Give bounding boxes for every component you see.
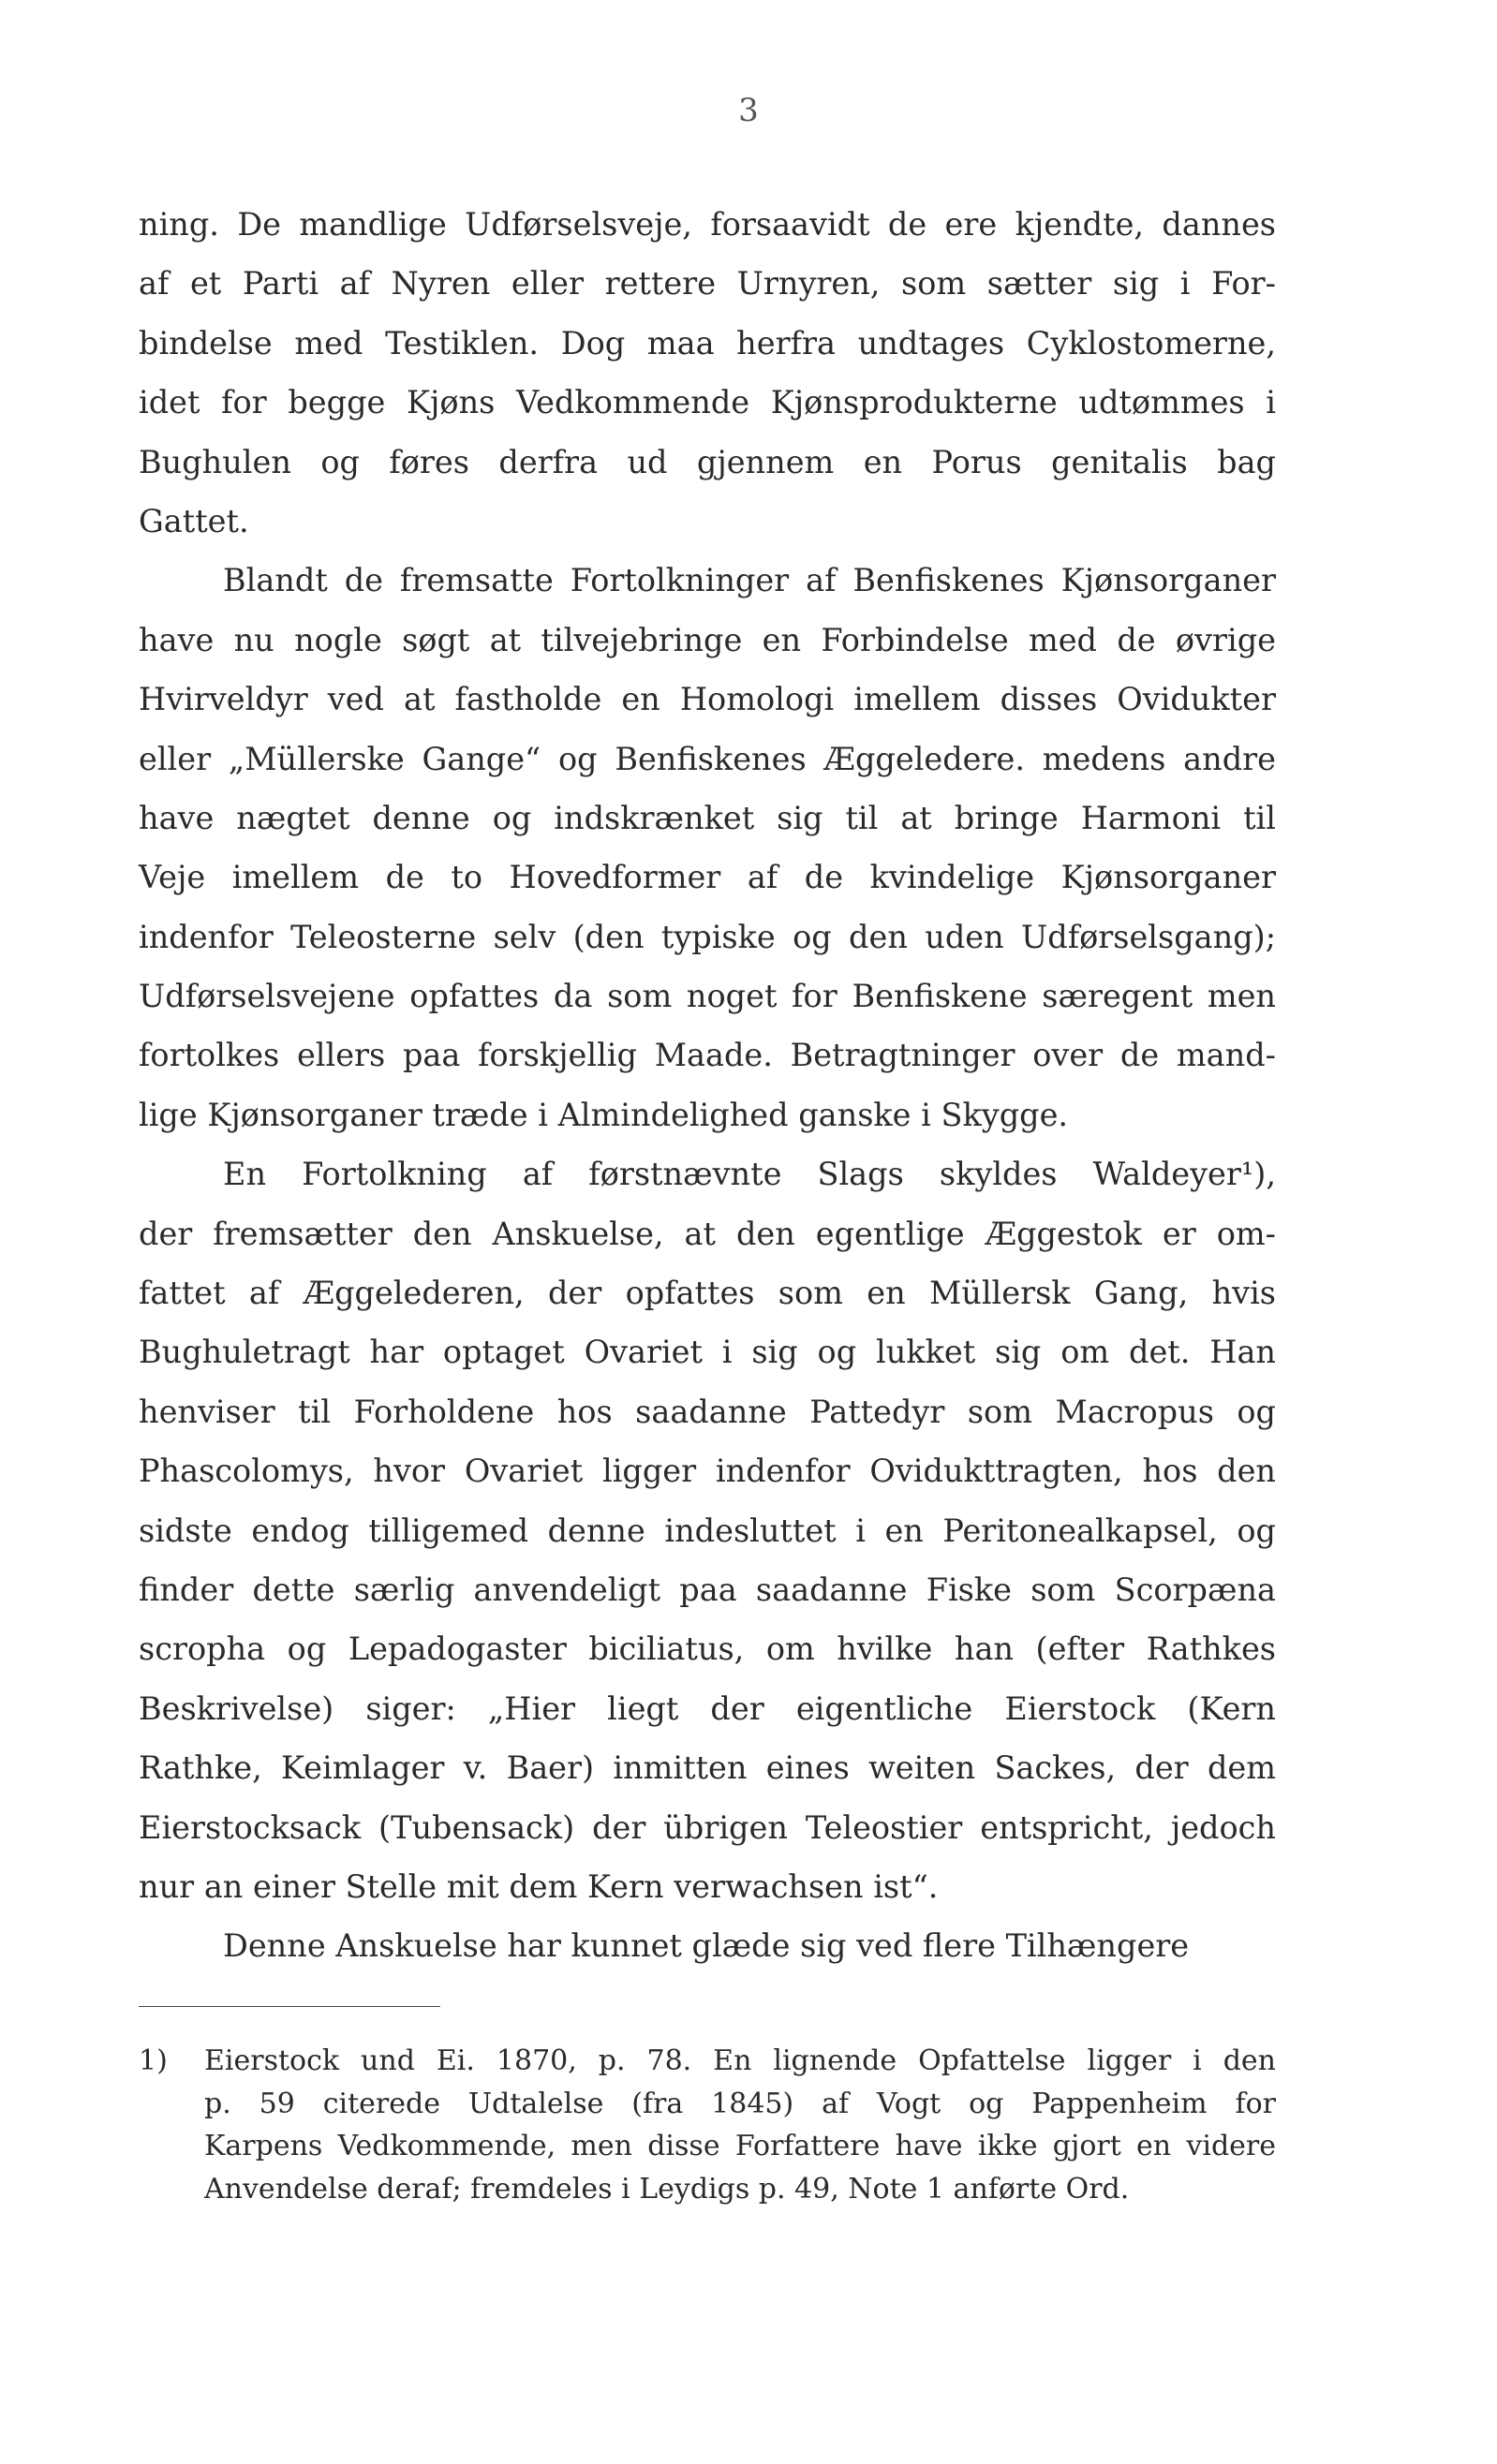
body-text: [139, 195, 1276, 1976]
text-line: idet for begge Kjøns Vedkommende Kjønsprodukterne udtømmes i: [139, 384, 1276, 421]
text-line: finder dette særlig anvendeligt paa saadanne Fiske som Scorpæna: [139, 1571, 1276, 1608]
footnote-marker: 1): [139, 2044, 168, 2077]
text-line: henviser til Forholdene hos saadanne Pattedyr som Macropus og: [139, 1393, 1276, 1430]
text-line: Hvirveldyr ved at fastholde en Homologi imellem disses Ovidukter: [139, 681, 1276, 718]
text-line: have nu nogle søgt at tilvejebringe en Forbindelse med de øvrige: [139, 621, 1276, 658]
footnote-text: Eierstock und Ei. 1870, p. 78. En lignende Opfattelse ligger i den: [204, 2044, 1276, 2077]
footnote-line: [139, 2040, 1276, 2083]
text-line: lige Kjønsorganer træde i Almindelighed ganske i Skygge.: [139, 1096, 1069, 1133]
text-line: der fremsætter den Anskuelse, at den egentlige Æggestok er om-: [139, 1215, 1276, 1252]
footnote: [139, 2040, 1276, 2210]
text-line: ning. De mandlige Udførselsveje, forsaavidt de ere kjendte, dannes: [139, 206, 1276, 243]
text-line: Beskrivelse) siger: „Hier liegt der eigentliche Eierstock (Kern: [139, 1689, 1276, 1727]
text-line: Eierstocksack (Tubensack) der übrigen Teleostier entspricht, jedoch: [139, 1808, 1276, 1846]
footnote-line: p. 59 citerede Udtalelse (fra 1845) af Vogt og Pappenheim for: [204, 2087, 1276, 2120]
text-line: Denne Anskuelse har kunnet glæde sig ved flere Tilhængere: [223, 1927, 1190, 1965]
text-line: Phascolomys, hvor Ovariet ligger indenfor Ovidukttragten, hos den: [139, 1453, 1276, 1490]
text-line: Bughuletragt har optaget Ovariet i sig og lukket sig om det. Han: [139, 1334, 1276, 1371]
text-line: eller „Müllerske Gange“ og Benfiskenes Æggeledere. medens andre: [139, 740, 1276, 777]
footnote-line: Karpens Vedkommende, men disse Forfattere have ikke gjort en videre: [204, 2130, 1276, 2162]
text-line: fattet af Æggelederen, der opfattes som en Müllersk Gang, hvis: [139, 1275, 1276, 1312]
page-number: 3: [738, 92, 759, 129]
text-line: Blandt de fremsatte Fortolkninger af Benfiskenes Kjønsorganer: [223, 562, 1276, 599]
text-line: bindelse med Testiklen. Dog maa herfra undtages Cyklostomerne,: [139, 324, 1276, 361]
text-line: Udførselsvejene opfattes da som noget for Benfiskene særegent men: [139, 978, 1276, 1015]
text-line: scropha og Lepadogaster biciliatus, om hvilke han (efter Rathkes: [139, 1630, 1276, 1668]
text-line: Gattet.: [139, 502, 249, 539]
text-line: have nægtet denne og indskrænket sig til at bringe Harmoni til: [139, 799, 1276, 836]
text-line: af et Parti af Nyren eller rettere Urnyren, som sætter sig i For-: [139, 265, 1276, 302]
text-line: sidste endog tilligemed denne indesluttet i en Peritonealkapsel, og: [139, 1512, 1276, 1549]
text-line: En Fortolkning af førstnævnte Slags skyldes Waldeyer¹),: [223, 1156, 1276, 1193]
text-line: nur an einer Stelle mit dem Kern verwachsen ist“.: [139, 1867, 939, 1905]
text-line: Bughulen og føres derfra ud gjennem en Porus genitalis bag: [139, 443, 1276, 480]
footnote-line: Anvendelse deraf; fremdeles i Leydigs p. 49, Note 1 anførte Ord.: [204, 2172, 1130, 2206]
text-line: Veje imellem de to Hovedformer af de kvindelige Kjønsorganer: [139, 859, 1276, 896]
text-line: fortolkes ellers paa forskjellig Maade. Betragtninger over de mand-: [139, 1037, 1276, 1074]
text-line: indenfor Teleosterne selv (den typiske og den uden Udførselsgang);: [139, 918, 1276, 955]
text-line: Rathke, Keimlager v. Baer) inmitten eines weiten Sackes, der dem: [139, 1749, 1276, 1787]
footnote-divider: [139, 2006, 440, 2007]
